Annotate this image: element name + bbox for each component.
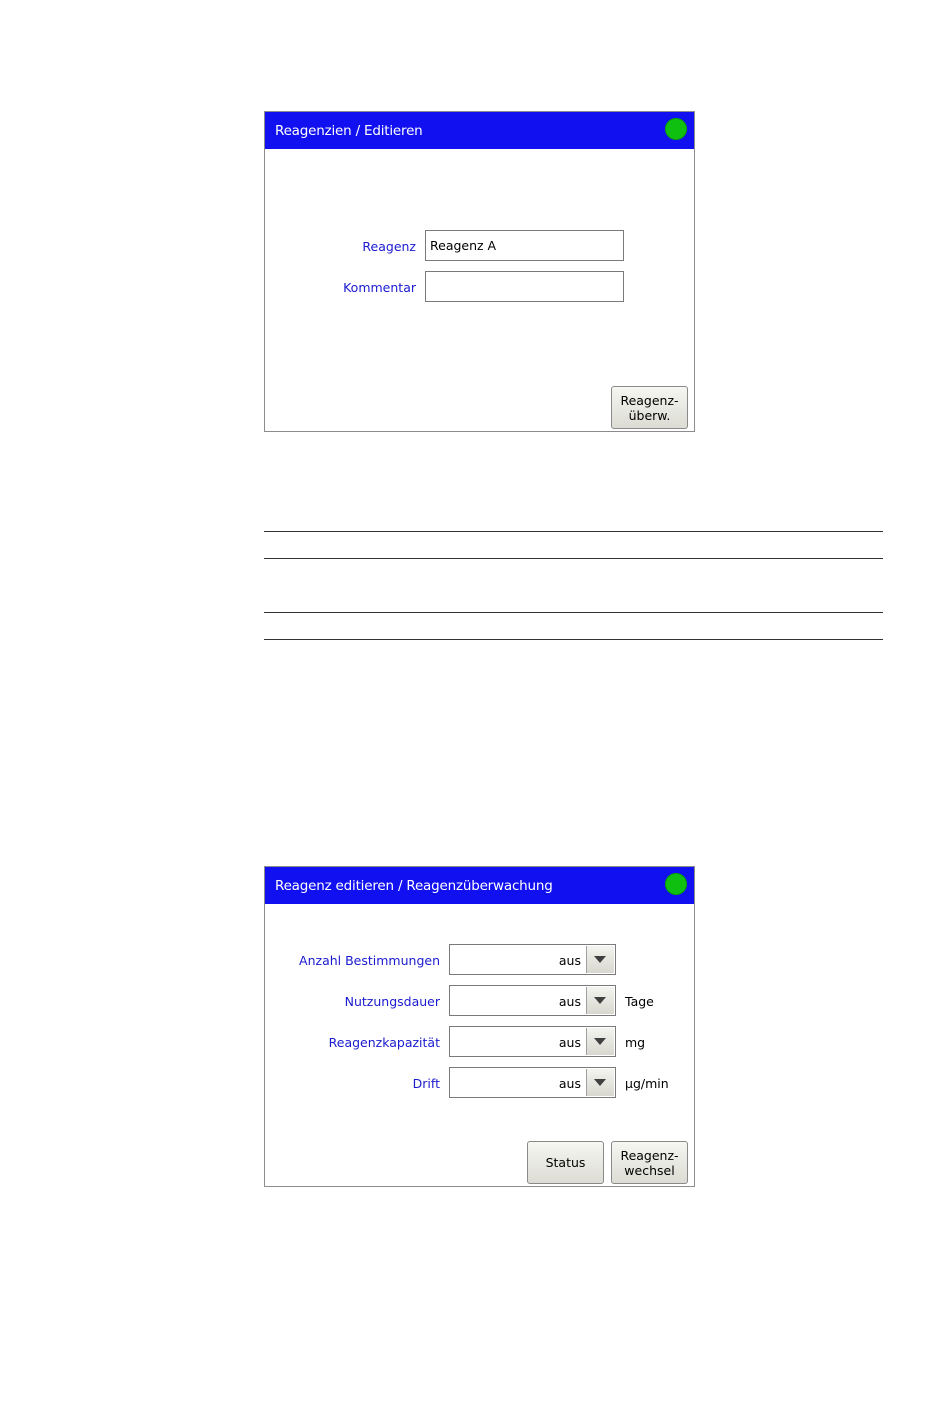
determinations-count-label: Anzahl Bestimmungen [299,953,440,968]
reagent-monitoring-button-line1: Reagenz- [620,392,679,408]
reagent-edit-screen [264,111,695,432]
comment-input[interactable] [425,271,624,302]
drift-select[interactable] [449,1067,616,1098]
chevron-down-icon [594,997,606,1004]
reagent-monitoring-screen [264,866,695,1187]
table-rule-bottom [264,639,883,640]
reagent-monitoring-button[interactable] [611,386,688,429]
dropdown-button[interactable] [586,1069,614,1096]
status-button-label: Status [545,1155,586,1170]
usage-duration-value: aus [558,994,581,1009]
chevron-down-icon [594,1038,606,1045]
chevron-down-icon [594,956,606,963]
drift-unit: µg/min [625,1076,669,1091]
table-rule-row [264,612,883,613]
status-button[interactable] [527,1141,604,1184]
determinations-count-select[interactable] [449,944,616,975]
determinations-count-value: aus [558,953,581,968]
usage-duration-select[interactable] [449,985,616,1016]
status-led-icon [665,118,687,140]
dropdown-button[interactable] [586,1028,614,1055]
comment-label: Kommentar [343,280,416,295]
reagent-change-button[interactable] [611,1141,688,1184]
dropdown-button[interactable] [586,987,614,1014]
reagent-input-value: Reagenz A [430,238,497,253]
reagent-label: Reagenz [362,239,416,254]
reagent-change-button-line1: Reagenz- [620,1147,679,1163]
reagent-capacity-label: Reagenzkapazität [328,1035,440,1050]
title-bar [265,112,694,149]
dropdown-button[interactable] [586,946,614,973]
drift-value: aus [558,1076,581,1091]
table-rule-top [264,531,883,532]
drift-label: Drift [412,1076,440,1091]
title-bar [265,867,694,904]
reagent-input[interactable] [425,230,624,261]
reagent-monitoring-button-line2: überw. [628,407,671,423]
usage-duration-unit: Tage [625,994,654,1009]
usage-duration-label: Nutzungsdauer [344,994,440,1009]
screen-title: Reagenzien / Editieren [275,123,423,139]
reagent-capacity-select[interactable] [449,1026,616,1057]
reagent-change-button-line2: wechsel [624,1162,675,1178]
reagent-capacity-value: aus [558,1035,581,1050]
status-led-icon [665,873,687,895]
chevron-down-icon [594,1079,606,1086]
screen-title: Reagenz editieren / Reagenzüberwachung [275,878,553,894]
table-rule-header [264,558,883,559]
reagent-capacity-unit: mg [625,1035,646,1050]
